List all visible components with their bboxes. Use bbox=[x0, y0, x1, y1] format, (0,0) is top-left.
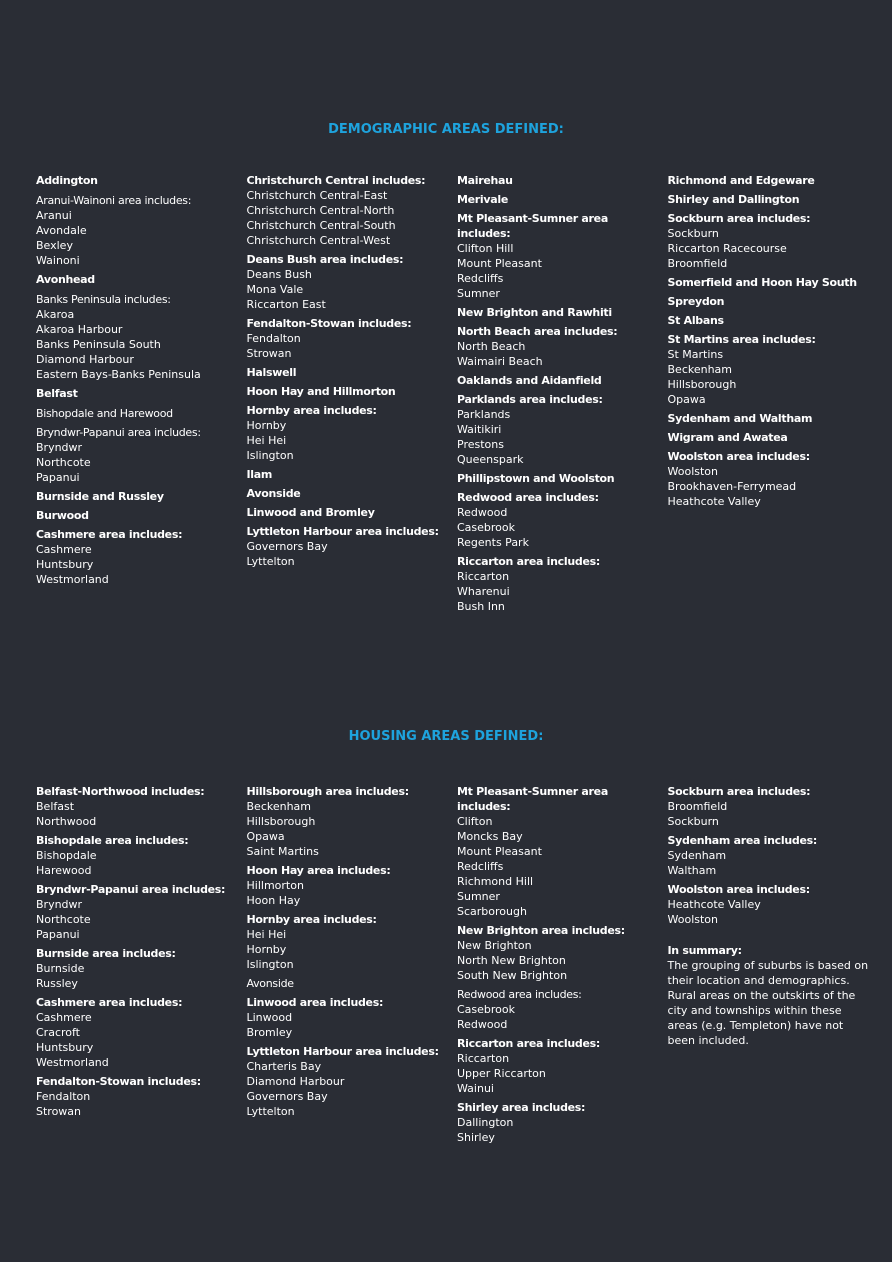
area-group bbox=[668, 411, 873, 426]
area-group bbox=[457, 490, 662, 550]
suburb-item: Westmorland bbox=[36, 1056, 109, 1069]
suburb-item: Woolston bbox=[667, 465, 718, 478]
area-group bbox=[36, 386, 241, 401]
area-heading: Cashmere area includes: bbox=[36, 996, 183, 1009]
area-heading: Oaklands and Aidanfield bbox=[457, 374, 602, 387]
suburb-item: Diamond Harbour bbox=[36, 353, 134, 366]
area-group bbox=[668, 275, 873, 290]
area-group bbox=[36, 882, 241, 942]
area-group bbox=[36, 406, 241, 421]
area-heading: Belfast bbox=[36, 387, 78, 400]
area-heading: Ilam bbox=[246, 468, 273, 481]
area-heading: Avonside bbox=[246, 977, 294, 990]
area-group bbox=[457, 1036, 662, 1096]
area-heading: Spreydon bbox=[667, 295, 725, 308]
suburb-item: Prestons bbox=[457, 438, 504, 451]
suburb-item: Saint Martins bbox=[246, 845, 319, 858]
area-group bbox=[247, 976, 452, 991]
area-group bbox=[247, 995, 452, 1040]
area-heading: Avonside bbox=[246, 487, 301, 500]
suburb-item: Scarborough bbox=[457, 905, 527, 918]
area-group bbox=[457, 471, 662, 486]
suburb-item: Parklands bbox=[457, 408, 511, 421]
suburb-item: Hei Hei bbox=[246, 434, 287, 447]
suburb-item: Charteris Bay bbox=[246, 1060, 322, 1073]
demographic-column bbox=[247, 173, 458, 618]
area-group bbox=[247, 316, 452, 361]
suburb-item: Waimairi Beach bbox=[457, 355, 543, 368]
area-heading: Bryndwr-Papanui area includes: bbox=[36, 883, 226, 896]
area-group bbox=[36, 489, 241, 504]
suburb-item: Cashmere bbox=[36, 543, 92, 556]
area-group bbox=[247, 524, 452, 569]
suburb-item: Hornby bbox=[246, 943, 287, 956]
area-heading: North Beach area includes: bbox=[457, 325, 618, 338]
suburb-item: South New Brighton bbox=[457, 969, 568, 982]
suburb-item: Northcote bbox=[36, 913, 91, 926]
suburb-item: Banks Peninsula South bbox=[36, 338, 161, 351]
area-heading: Avonhead bbox=[36, 273, 95, 286]
demographic-column bbox=[668, 173, 879, 618]
suburb-item: Bromley bbox=[246, 1026, 293, 1039]
area-heading: Fendalton-Stowan includes: bbox=[36, 1075, 201, 1088]
area-heading: Addington bbox=[36, 174, 98, 187]
area-heading: Fendalton-Stowan includes: bbox=[246, 317, 412, 330]
area-heading: Burwood bbox=[36, 509, 89, 522]
suburb-item: Heathcote Valley bbox=[667, 898, 761, 911]
area-group bbox=[668, 173, 873, 188]
suburb-item: Hei Hei bbox=[246, 928, 287, 941]
summary-heading: In summary: bbox=[667, 944, 742, 957]
suburb-item: Islington bbox=[246, 958, 294, 971]
area-heading: Woolston area includes: bbox=[667, 450, 810, 463]
suburb-item: Northcote bbox=[36, 456, 91, 469]
area-group bbox=[36, 995, 241, 1070]
suburb-item: Casebrook bbox=[457, 1003, 516, 1016]
area-group bbox=[247, 784, 452, 859]
area-group bbox=[457, 923, 662, 983]
suburb-item: Redcliffs bbox=[457, 272, 504, 285]
suburb-item: Islington bbox=[246, 449, 294, 462]
housing-section-title: HOUSING AREAS DEFINED: bbox=[348, 729, 544, 744]
area-group bbox=[457, 554, 662, 614]
housing-column bbox=[668, 784, 879, 1149]
suburb-item: North New Brighton bbox=[457, 954, 566, 967]
suburb-item: Lyttelton bbox=[246, 1105, 295, 1118]
suburb-item: Sockburn bbox=[667, 815, 719, 828]
suburb-item: Papanui bbox=[36, 471, 80, 484]
suburb-item: Linwood bbox=[246, 1011, 293, 1024]
suburb-item: Sumner bbox=[457, 890, 500, 903]
area-group bbox=[247, 365, 452, 380]
suburb-item: Dallington bbox=[457, 1116, 514, 1129]
suburb-item: Bishopdale bbox=[36, 849, 97, 862]
suburb-item: Avondale bbox=[36, 224, 87, 237]
suburb-item: Clifton Hill bbox=[457, 242, 514, 255]
housing-column bbox=[457, 784, 668, 1149]
suburb-item: Burnside bbox=[36, 962, 85, 975]
area-group bbox=[457, 373, 662, 388]
area-heading: Lyttleton Harbour area includes: bbox=[246, 525, 439, 538]
area-group bbox=[668, 192, 873, 207]
suburb-item: Cashmere bbox=[36, 1011, 92, 1024]
area-group bbox=[36, 193, 241, 268]
area-group bbox=[36, 508, 241, 523]
suburb-item: Northwood bbox=[36, 815, 97, 828]
suburb-item: Waltham bbox=[667, 864, 717, 877]
suburb-item: Sumner bbox=[457, 287, 500, 300]
suburb-item: Hillsborough bbox=[246, 815, 316, 828]
area-heading: Cashmere area includes: bbox=[36, 528, 183, 541]
area-heading: Hillsborough area includes: bbox=[246, 785, 409, 798]
housing-grid bbox=[36, 784, 876, 1149]
area-group bbox=[247, 173, 452, 248]
suburb-item: Bryndwr bbox=[36, 898, 83, 911]
suburb-item: Wharenui bbox=[457, 585, 510, 598]
summary-text: The grouping of suburbs is based on their location and demographics. Rural areas on the outskirts of the city and townships within these areas (e.g. Templeton) have not been included. bbox=[667, 959, 869, 1047]
area-heading: Linwood and Bromley bbox=[246, 506, 375, 519]
suburb-item: Governors Bay bbox=[246, 540, 328, 553]
suburb-item: Fendalton bbox=[36, 1090, 91, 1103]
area-heading: Halswell bbox=[246, 366, 297, 379]
area-heading: Lyttleton Harbour area includes: bbox=[246, 1045, 439, 1058]
suburb-item: Christchurch Central-West bbox=[246, 234, 391, 247]
suburb-item: Upper Riccarton bbox=[457, 1067, 546, 1080]
area-heading: Riccarton area includes: bbox=[457, 1037, 600, 1050]
area-heading: New Brighton and Rawhiti bbox=[457, 306, 612, 319]
suburb-item: Regents Park bbox=[457, 536, 529, 549]
suburb-item: Riccarton East bbox=[246, 298, 326, 311]
area-heading: Burnside area includes: bbox=[36, 947, 176, 960]
suburb-item: Christchurch Central-South bbox=[246, 219, 396, 232]
suburb-item: North Beach bbox=[457, 340, 526, 353]
area-group bbox=[36, 1074, 241, 1119]
suburb-item: Bryndwr bbox=[36, 441, 83, 454]
suburb-item: Redwood bbox=[457, 506, 508, 519]
suburb-item: Wainoni bbox=[36, 254, 80, 267]
suburb-item: Opawa bbox=[246, 830, 285, 843]
suburb-item: Papanui bbox=[36, 928, 80, 941]
suburb-item: Bush Inn bbox=[457, 600, 505, 613]
suburb-item: Broomfield bbox=[667, 800, 728, 813]
suburb-item: Heathcote Valley bbox=[667, 495, 761, 508]
area-group bbox=[457, 211, 662, 301]
suburb-item: Woolston bbox=[667, 913, 718, 926]
suburb-item: Russley bbox=[36, 977, 78, 990]
area-heading: Christchurch Central includes: bbox=[246, 174, 426, 187]
area-group bbox=[668, 784, 873, 829]
area-group bbox=[668, 313, 873, 328]
area-heading: Hoon Hay area includes: bbox=[246, 864, 391, 877]
area-group bbox=[668, 294, 873, 309]
area-heading: Shirley area includes: bbox=[457, 1101, 586, 1114]
suburb-item: Riccarton bbox=[457, 1052, 510, 1065]
suburb-item: Sydenham bbox=[667, 849, 727, 862]
area-heading: St Albans bbox=[667, 314, 724, 327]
area-group bbox=[36, 527, 241, 587]
area-heading: Redwood area includes: bbox=[457, 988, 582, 1001]
suburb-item: Mona Vale bbox=[246, 283, 304, 296]
suburb-item: Akaroa bbox=[36, 308, 75, 321]
suburb-item: Hornby bbox=[246, 419, 287, 432]
area-group bbox=[247, 912, 452, 972]
suburb-item: Richmond Hill bbox=[457, 875, 534, 888]
housing-column bbox=[247, 784, 458, 1149]
suburb-item: Lyttelton bbox=[246, 555, 295, 568]
suburb-item: Aranui bbox=[36, 209, 72, 222]
area-heading: Phillipstown and Woolston bbox=[457, 472, 615, 485]
suburb-item: Wainui bbox=[457, 1082, 494, 1095]
suburb-item: Christchurch Central-East bbox=[246, 189, 388, 202]
area-heading: Linwood area includes: bbox=[246, 996, 384, 1009]
area-group bbox=[457, 987, 662, 1032]
area-group bbox=[457, 173, 662, 188]
suburb-item: Hoon Hay bbox=[246, 894, 301, 907]
area-heading: Sockburn area includes: bbox=[667, 212, 811, 225]
area-group bbox=[668, 833, 873, 878]
area-heading: Riccarton area includes: bbox=[457, 555, 600, 568]
area-heading: Mairehau bbox=[457, 174, 513, 187]
area-heading: Richmond and Edgeware bbox=[667, 174, 815, 187]
suburb-item: Fendalton bbox=[246, 332, 301, 345]
area-group bbox=[247, 467, 452, 482]
area-heading: New Brighton area includes: bbox=[457, 924, 625, 937]
demographic-column bbox=[36, 173, 247, 618]
area-heading: Bryndwr-Papanui area includes: bbox=[36, 426, 201, 439]
area-heading: Burnside and Russley bbox=[36, 490, 164, 503]
area-heading: Banks Peninsula includes: bbox=[36, 293, 171, 306]
suburb-item: Belfast bbox=[36, 800, 75, 813]
area-group bbox=[457, 784, 662, 919]
area-group bbox=[457, 192, 662, 207]
suburb-item: Bexley bbox=[36, 239, 73, 252]
suburb-item: Beckenham bbox=[667, 363, 733, 376]
suburb-item: Mount Pleasant bbox=[457, 845, 542, 858]
area-group bbox=[457, 1100, 662, 1145]
area-group bbox=[668, 449, 873, 509]
area-group bbox=[668, 211, 873, 271]
suburb-item: Christchurch Central-North bbox=[246, 204, 395, 217]
area-group bbox=[36, 784, 241, 829]
demographic-section-title: DEMOGRAPHIC AREAS DEFINED: bbox=[328, 122, 564, 137]
suburb-item: Eastern Bays-Banks Peninsula bbox=[36, 368, 201, 381]
area-group bbox=[36, 833, 241, 878]
area-heading: Deans Bush area includes: bbox=[246, 253, 404, 266]
area-heading: Hoon Hay and Hillmorton bbox=[246, 385, 396, 398]
suburb-item: Clifton bbox=[457, 815, 493, 828]
area-group bbox=[457, 305, 662, 320]
suburb-item: St Martins bbox=[667, 348, 724, 361]
area-group bbox=[36, 425, 241, 485]
area-heading: Mt Pleasant-Sumner area includes: bbox=[457, 212, 608, 240]
area-group bbox=[247, 505, 452, 520]
area-heading: Hornby area includes: bbox=[246, 404, 377, 417]
suburb-item: Diamond Harbour bbox=[246, 1075, 345, 1088]
area-group bbox=[247, 252, 452, 312]
demographic-grid bbox=[36, 173, 876, 618]
suburb-item: Huntsbury bbox=[36, 1041, 94, 1054]
suburb-item: Redwood bbox=[457, 1018, 508, 1031]
area-heading: Bishopdale area includes: bbox=[36, 834, 189, 847]
area-group bbox=[668, 332, 873, 407]
suburb-item: Hillsborough bbox=[667, 378, 737, 391]
suburb-item: Westmorland bbox=[36, 573, 109, 586]
area-heading: Aranui-Wainoni area includes: bbox=[36, 194, 192, 207]
area-heading: Belfast-Northwood includes: bbox=[36, 785, 205, 798]
area-heading: Redwood area includes: bbox=[457, 491, 599, 504]
area-heading: Woolston area includes: bbox=[667, 883, 810, 896]
area-heading: Parklands area includes: bbox=[457, 393, 603, 406]
area-heading: Merivale bbox=[457, 193, 509, 206]
suburb-item: Waitikiri bbox=[457, 423, 502, 436]
suburb-item: Broomfield bbox=[667, 257, 728, 270]
area-heading: Shirley and Dallington bbox=[667, 193, 800, 206]
suburb-item: Shirley bbox=[457, 1131, 495, 1144]
summary-block bbox=[668, 943, 873, 1048]
suburb-item: Deans Bush bbox=[246, 268, 312, 281]
area-group bbox=[36, 173, 241, 188]
suburb-item: Casebrook bbox=[457, 521, 516, 534]
suburb-item: Strowan bbox=[246, 347, 292, 360]
area-heading: Somerfield and Hoon Hay South bbox=[667, 276, 857, 289]
suburb-item: Queenspark bbox=[457, 453, 524, 466]
suburb-item: Strowan bbox=[36, 1105, 82, 1118]
suburb-item: Opawa bbox=[667, 393, 706, 406]
suburb-item: Akaroa Harbour bbox=[36, 323, 123, 336]
area-group bbox=[247, 863, 452, 908]
suburb-item: Harewood bbox=[36, 864, 92, 877]
area-group bbox=[247, 384, 452, 399]
area-group bbox=[247, 486, 452, 501]
housing-column bbox=[36, 784, 247, 1149]
area-heading: Sydenham area includes: bbox=[667, 834, 817, 847]
area-heading: Mt Pleasant-Sumner area includes: bbox=[457, 785, 608, 813]
suburb-item: Riccarton bbox=[457, 570, 510, 583]
area-group bbox=[247, 1044, 452, 1119]
suburb-item: Cracroft bbox=[36, 1026, 80, 1039]
suburb-item: Huntsbury bbox=[36, 558, 94, 571]
area-heading: Bishopdale and Harewood bbox=[36, 407, 173, 420]
area-heading: Sydenham and Waltham bbox=[667, 412, 813, 425]
area-group bbox=[668, 882, 873, 927]
suburb-item: Beckenham bbox=[246, 800, 312, 813]
suburb-item: Redcliffs bbox=[457, 860, 504, 873]
area-group bbox=[36, 292, 241, 382]
suburb-item: New Brighton bbox=[457, 939, 532, 952]
suburb-item: Sockburn bbox=[667, 227, 719, 240]
area-heading: Sockburn area includes: bbox=[667, 785, 811, 798]
area-group bbox=[36, 272, 241, 287]
suburb-item: Governors Bay bbox=[246, 1090, 328, 1103]
suburb-item: Mount Pleasant bbox=[457, 257, 542, 270]
area-group bbox=[457, 324, 662, 369]
area-heading: St Martins area includes: bbox=[667, 333, 816, 346]
area-group bbox=[247, 403, 452, 463]
area-heading: Wigram and Awatea bbox=[667, 431, 788, 444]
area-heading: Hornby area includes: bbox=[246, 913, 377, 926]
suburb-item: Hillmorton bbox=[246, 879, 304, 892]
area-group bbox=[668, 430, 873, 445]
suburb-item: Moncks Bay bbox=[457, 830, 523, 843]
suburb-item: Riccarton Racecourse bbox=[667, 242, 787, 255]
suburb-item: Brookhaven-Ferrymead bbox=[667, 480, 797, 493]
demographic-column bbox=[457, 173, 668, 618]
area-group bbox=[457, 392, 662, 467]
area-group bbox=[36, 946, 241, 991]
